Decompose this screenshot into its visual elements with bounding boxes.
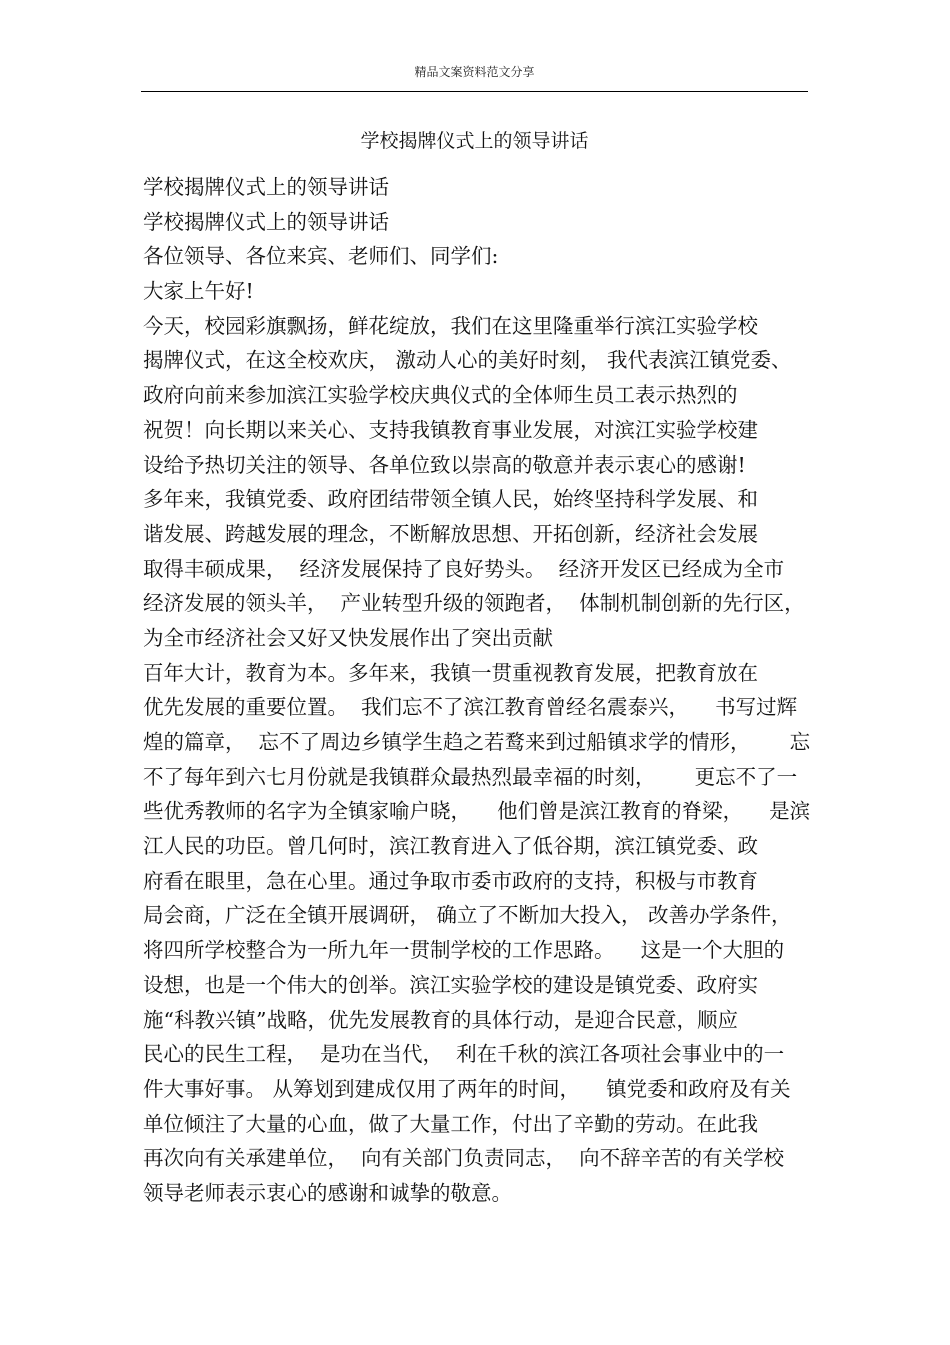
body-line: 设给予热切关注的领导、各单位致以崇高的敬意并表示衷心的感谢! — [143, 452, 746, 477]
body-line: 再次向有关承建单位， 向有关部门负责同志， 向不辞辛苦的有关学校 — [143, 1146, 785, 1171]
body-line: 祝贺！向长期以来关心、支持我镇教育事业发展，对滨江实验学校建 — [143, 417, 758, 442]
body-line: 江人民的功臣。曾几何时，滨江教育进入了低谷期，滨江镇党委、政 — [143, 834, 758, 859]
body-line: 施“科教兴镇”战略，优先发展教育的具体行动，是迎合民意，顺应 — [143, 1007, 738, 1032]
body-line: 学校揭牌仪式上的领导讲话 — [143, 175, 389, 199]
body-line: 学校揭牌仪式上的领导讲话 — [143, 209, 389, 234]
body-line: 煌的篇章， 忘不了周边乡镇学生趋之若鹜来到过船镇求学的情形， 忘 — [143, 730, 811, 754]
body-line: 今天，校园彩旗飘扬，鲜花绽放，我们在这里隆重举行滨江实验学校 — [143, 313, 758, 338]
body-line: 揭牌仪式，在这全校欢庆， 激动人心的美好时刻， 我代表滨江镇党委、 — [143, 348, 792, 373]
body-line: 为全市经济社会又好又快发展作出了突出贡献 — [143, 625, 553, 650]
body-line: 些优秀教师的名字为全镇家喻户晓， 他们曾是滨江教育的脊梁， 是滨 — [143, 799, 811, 824]
body-line: 经济发展的领头羊， 产业转型升级的领跑者， 体制机制创新的先行区， — [143, 591, 805, 616]
body-line: 不了每年到六七月份就是我镇群众最热烈最幸福的时刻， 更忘不了一 — [143, 764, 798, 789]
body-line: 局会商，广泛在全镇开展调研， 确立了不断加大投入， 改善办学条件， — [143, 903, 792, 928]
body-line: 府看在眼里，急在心里。通过争取市委市政府的支持，积极与市教育 — [143, 868, 758, 893]
body-line: 将四所学校整合为一所九年一贯制学校的工作思路。 这是一个大胆的 — [143, 938, 785, 963]
page-header: 精品文案资料范文分享 — [414, 65, 535, 79]
document-body — [143, 170, 813, 1211]
body-line: 设想，也是一个伟大的创举。滨江实验学校的建设是镇党委、政府实 — [143, 972, 758, 997]
greeting-line: 各位领导、各位来宾、老师们、同学们: — [143, 244, 499, 269]
body-line: 谐发展、跨越发展的理念，不断解放思想、开拓创新，经济社会发展 — [143, 521, 758, 546]
body-line: 件大事好事。 从筹划到建成仅用了两年的时间， 镇党委和政府及有关 — [143, 1076, 791, 1101]
body-line: 取得丰硕成果， 经济发展保持了良好势头。 经济开发区已经成为全市 — [143, 556, 785, 581]
body-line: 多年来，我镇党委、政府团结带领全镇人民，始终坚持科学发展、和 — [143, 487, 758, 512]
header-divider — [141, 91, 808, 92]
document-title: 学校揭牌仪式上的领导讲话 — [360, 130, 589, 152]
body-line: 领导老师表示衷心的感谢和诚挚的敬意。 — [143, 1180, 512, 1205]
body-line: 优先发展的重要位置。 我们忘不了滨江教育曾经名震泰兴， 书写过辉 — [143, 695, 798, 720]
body-line: 民心的民生工程， 是功在当代， 利在千秋的滨江各项社会事业中的一 — [143, 1042, 785, 1067]
body-line: 单位倾注了大量的心血，做了大量工作，付出了辛勤的劳动。在此我 — [143, 1111, 758, 1136]
greeting-line: 大家上午好! — [143, 279, 254, 304]
body-line: 百年大计，教育为本。多年来，我镇一贯重视教育发展，把教育放在 — [143, 660, 758, 685]
body-line: 政府向前来参加滨江实验学校庆典仪式的全体师生员工表示热烈的 — [143, 383, 738, 408]
